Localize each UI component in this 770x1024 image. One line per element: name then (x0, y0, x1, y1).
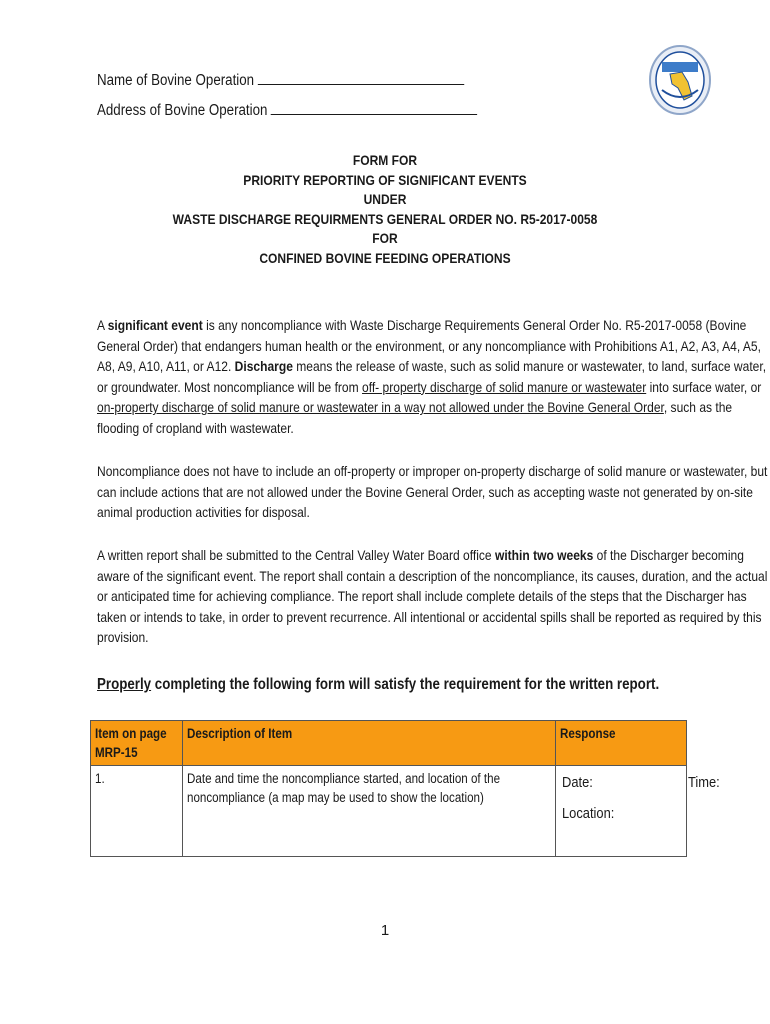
text-line: can include actions that are not allowed under the Bovine General Order, such as accepting waste not generated by on-site (97, 483, 753, 500)
header-response-cell (556, 721, 687, 766)
title-line-5: FOR (372, 230, 398, 246)
underlined-text: on-property discharge of solid manure or wastewater in a way not allowed under the Bovine General Order (97, 399, 664, 416)
title-line-2: PRIORITY REPORTING OF SIGNIFICANT EVENTS (243, 171, 527, 188)
text-line: aware of the significant event. The report shall contain a description of the noncompliance, its causes, duration, and the actual (97, 567, 768, 584)
term-significant-event: significant event (107, 317, 203, 333)
text-line: animal production activities for disposal. (97, 504, 310, 521)
text-run: , such as the (663, 399, 733, 416)
text-run: into surface water, or (646, 378, 762, 395)
text-line: or anticipated time for achieving compliance. The report shall include complete details of the steps that the Discharger has (97, 588, 747, 605)
header-item-line-1: Item on page (95, 726, 167, 741)
time-label: Time: (688, 774, 721, 791)
date-label: Date: (562, 774, 594, 791)
title-line-4: WASTE DISCHARGE REQUIRMENTS GENERAL ORDER NO. R5-2017-0058 (172, 210, 598, 227)
operation-name-blank[interactable] (258, 70, 464, 85)
noncompliance-paragraph (97, 461, 770, 523)
row-description-cell (183, 766, 556, 857)
row-description-line-2: noncompliance (a map may be used to show the location) (187, 790, 485, 805)
text-line: General Order) that endangers human health or the environment, or any noncompliance with Prohibitions A1, A2, A3, A4, A5, (97, 337, 761, 354)
table-header-row (91, 721, 687, 766)
header-description-cell (183, 721, 556, 766)
row-item-number: 1. (95, 771, 105, 786)
text-line: provision. (97, 629, 149, 646)
table-row (91, 766, 687, 857)
text-line: Noncompliance does not have to include an off-property or improper on-property discharge of solid manure or wastewater, but (97, 463, 768, 479)
title-line-3: UNDER (363, 191, 407, 207)
title-line-1: FORM FOR (352, 152, 418, 168)
row-description-line-1: Date and time the noncompliance started, and location of the (187, 771, 501, 786)
operation-address-blank[interactable] (271, 100, 477, 115)
text-line: flooding of cropland with wastewater. (97, 419, 294, 436)
california-state-seal-icon (648, 44, 712, 116)
row-item-cell (91, 766, 183, 857)
header-response: Response (560, 726, 616, 741)
header-item-cell (91, 721, 183, 766)
operation-address-label: Address of Bovine Operation (97, 102, 268, 119)
operation-address-field (97, 100, 539, 120)
location-label: Location: (562, 805, 615, 822)
text-run: A8, A9, A10, A11, or A12. (97, 358, 235, 375)
emphasis-two-weeks: within two weeks (494, 547, 594, 563)
title-line-6: CONFINED BOVINE FEEDING OPERATIONS (259, 249, 511, 266)
form-title (0, 151, 770, 268)
text-run: of the Discharger becoming (593, 547, 744, 563)
text-run: or groundwater. Most noncompliance will be from (97, 378, 363, 395)
text-run: A written report shall be submitted to the Central Valley Water Board office (97, 547, 495, 563)
page-number: 1 (380, 922, 390, 939)
form-instruction (97, 676, 659, 694)
underlined-text: off- property discharge of solid manure or wastewater (362, 378, 647, 395)
header-item-line-2: MRP-15 (95, 745, 138, 760)
text-run: is any noncompliance with Waste Discharge Requirements General Order No. R5-2017-0058 (Bovine (202, 317, 747, 333)
report-table (90, 720, 721, 857)
underlined-text: Properly (97, 676, 152, 693)
row-response-cell[interactable] (556, 766, 721, 857)
text-run: A (97, 317, 108, 333)
term-discharge: Discharge (234, 358, 293, 375)
text-run: means the release of waste, such as solid manure or wastewater, to land, surface water, (292, 358, 767, 375)
operation-name-label: Name of Bovine Operation (97, 72, 255, 89)
significant-event-paragraph (97, 315, 770, 439)
header-description: Description of Item (187, 726, 293, 741)
operation-name-field (97, 70, 524, 90)
text-line: taken or intends to take, in order to prevent recurrence. All intentional or accidental spills shall be reported as required by this (97, 608, 762, 625)
text-run: completing the following form will satisfy the requirement for the written report. (151, 676, 660, 693)
written-report-paragraph (97, 545, 770, 648)
